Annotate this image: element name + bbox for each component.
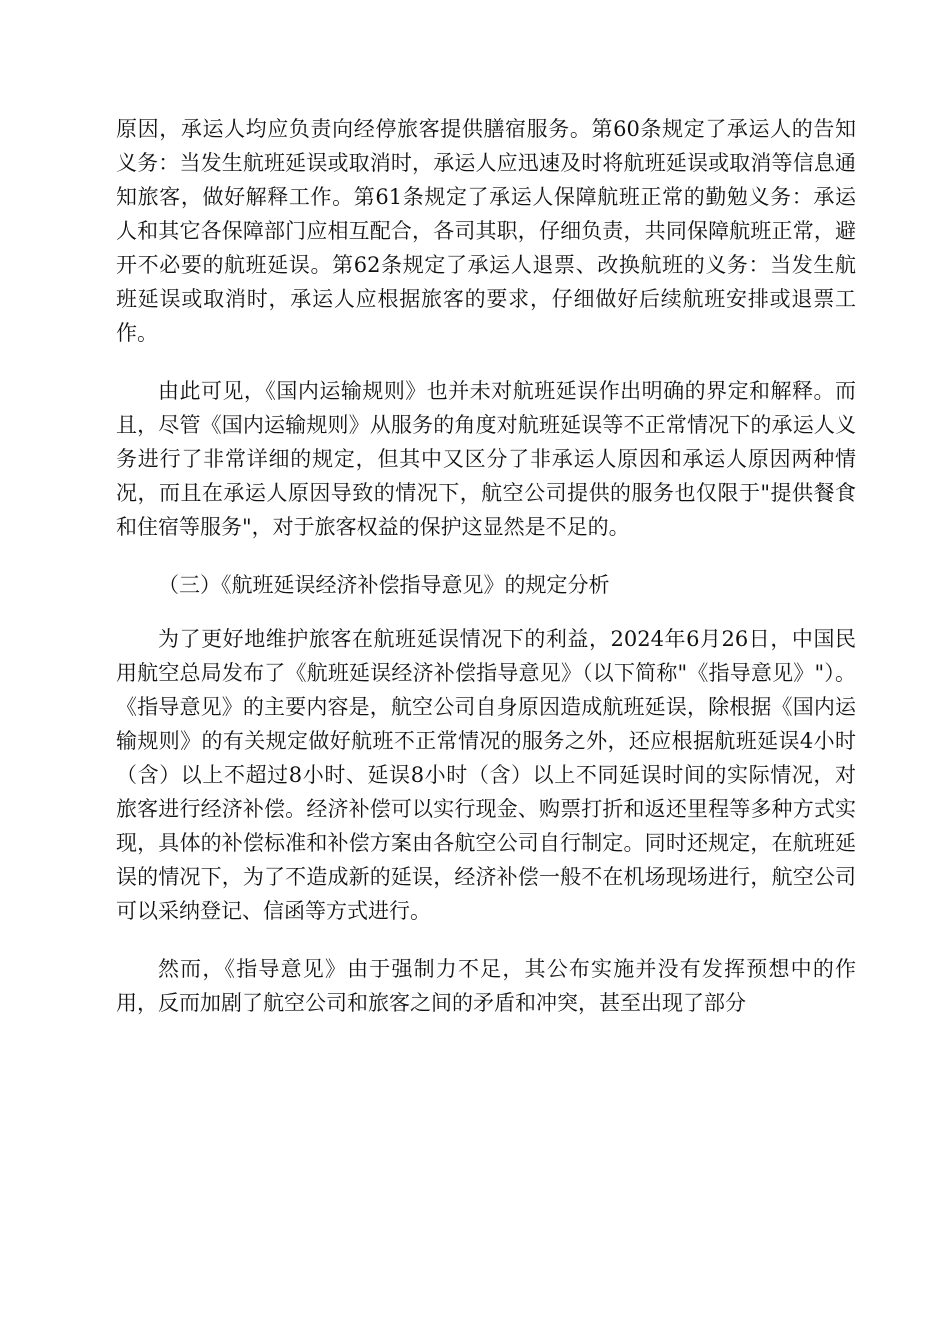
section-heading-guidance-analysis: （三）《航班延误经济补偿指导意见》的规定分析: [158, 573, 610, 597]
paragraph-transport-rules-analysis: 由此可见，《国内运输规则》也并未对航班延误作出明确的界定和解释。而且，尽管《国内运输规则》从服务的角度对航班延误等不正常情况下的承运人义务进行了非常详细的规定，但其中又区分了非承运人原因和承运人原因两种情况，而且在承运人原因导致的情况下，航空公司提供的服务也仅限于"提供餐食和住宿等服务"，对于旅客权益的保护这显然是不足的。: [116, 379, 856, 539]
paragraph-guidance-effect: 然而，《指导意见》由于强制力不足，其公布实施并没有发挥预想中的作用，反而加剧了航空公司和旅客之间的矛盾和冲突，甚至出现了部分: [116, 957, 856, 1015]
document-page: [116, 112, 856, 1044]
paragraph-carrier-obligations: 原因，承运人均应负责向经停旅客提供膳宿服务。第60条规定了承运人的告知义务：当发生航班延误或取消时，承运人应迅速及时将航班延误或取消等信息通知旅客，做好解释工作。第61条规定了承运人保障航班正常的勤勉义务：承运人和其它各保障部门应相互配合，各司其职，仔细负责，共同保障航班正常，避开不必要的航班延误。第62条规定了承运人退票、改换航班的义务：当发生航班延误或取消时，承运人应根据旅客的要求，仔细做好后续航班安排或退票工作。: [116, 117, 856, 345]
paragraph-guidance-content: 为了更好地维护旅客在航班延误情况下的利益，2024年6月26日，中国民用航空总局发布了《航班延误经济补偿指导意见》（以下简称"《指导意见》"）。《指导意见》的主要内容是，航空公司自身原因造成航班延误，除根据《国内运输规则》的有关规定做好航班不正常情况的服务之外，还应根据航班延误4小时（含）以上不超过8小时、延误8小时（含）以上不同延误时间的实际情况，对旅客进行经济补偿。经济补偿可以实行现金、购票打折和返还里程等多种方式实现，具体的补偿标准和补偿方案由各航空公司自行制定。同时还规定，在航班延误的情况下，为了不造成新的延误，经济补偿一般不在机场现场进行，航空公司可以采纳登记、信函等方式进行。: [116, 627, 856, 923]
